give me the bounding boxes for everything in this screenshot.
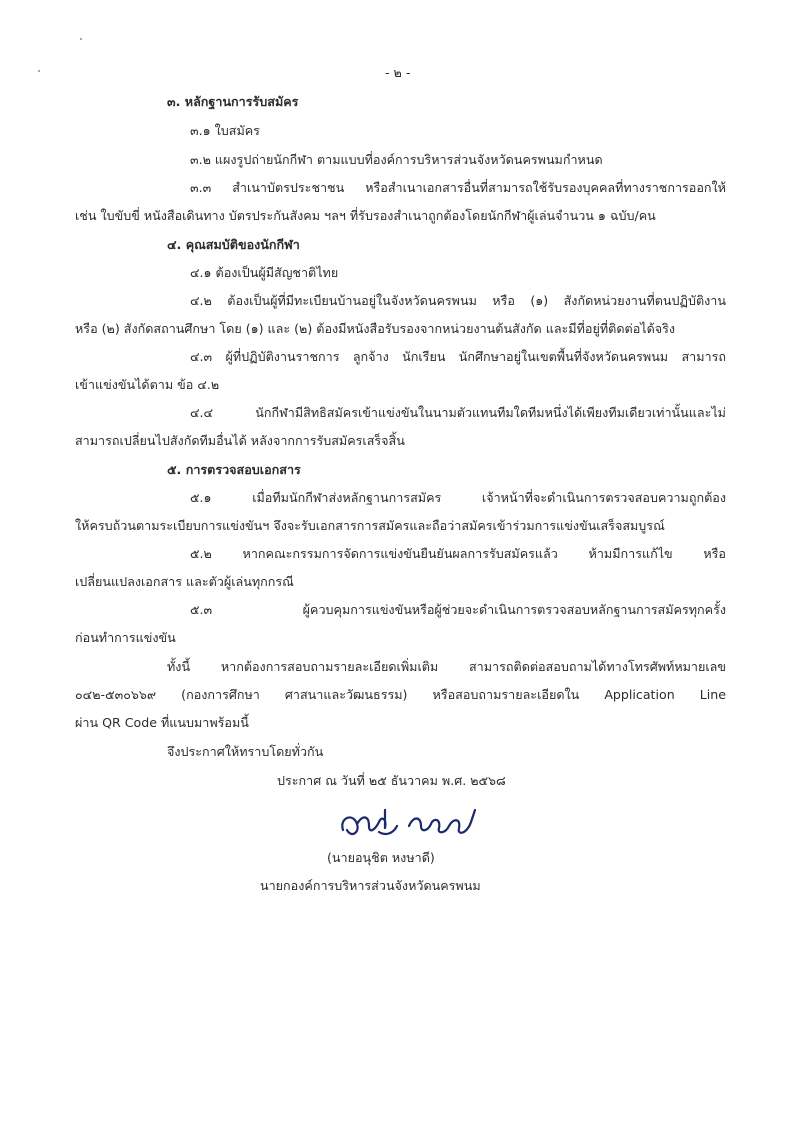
section-5-item-2-line-2: เปลี่ยนแปลงเอกสาร และตัวผู้เล่นทุกกรณี (75, 574, 294, 589)
handwritten-signature (335, 800, 485, 848)
section-5-item-1-line-1: ๕.๑ เมื่อทีมนักกีฬาส่งหลักฐานการสมัคร เจ้าหน้าที่จะดำเนินการตรวจสอบความถูกต้อง (190, 490, 726, 505)
section-4-item-4-line-1: ๔.๔ นักกีฬามีสิทธิสมัครเข้าแข่งขันในนามตัวแทนทีมใดทีมหนึ่งได้เพียงทีมเดียวเท่านั้นและไม่ (190, 405, 726, 420)
signatory-position: นายกองค์การบริหารส่วนจังหวัดนครพนม (260, 878, 481, 893)
scan-speck (38, 70, 40, 72)
section-3-item-3-line-2: เช่น ใบขับขี่ หนังสือเดินทาง บัตรประกันสังคม ฯลฯ ที่รับรองสำเนาถูกต้องโดยนักกีฬาผู้เล่นจำนวน ๑ ฉบับ/คน (75, 208, 656, 223)
section-4-item-1: ๔.๑ ต้องเป็นผู้มีสัญชาติไทย (190, 265, 339, 280)
section-3-heading: ๓. หลักฐานการรับสมัคร (167, 94, 299, 109)
section-3-item-2: ๓.๒ แผงรูปถ่ายนักกีฬา ตามแบบที่องค์การบริหารส่วนจังหวัดนครพนมกำหนด (190, 152, 603, 167)
section-3-item-1: ๓.๑ ใบสมัคร (190, 123, 260, 138)
contact-line-3: ผ่าน QR Code ที่แนบมาพร้อมนี้ (75, 715, 249, 730)
section-5-item-2-line-1: ๕.๒ หากคณะกรรมการจัดการแข่งขันยืนยันผลการรับสมัครแล้ว ห้ามมีการแก้ไข หรือ (190, 546, 726, 561)
section-4-item-3-line-2: เข้าแข่งขันได้ตาม ข้อ ๔.๒ (75, 377, 220, 392)
contact-line-2: ๐๔๒-๕๓๐๖๖๙ (กองการศึกษา ศาสนาและวัฒนธรรม) หรือสอบถามรายละเอียดใน Application Line (75, 687, 726, 702)
signatory-name: (นายอนุชิต หงษาดี) (327, 850, 435, 865)
section-5-heading: ๕. การตรวจสอบเอกสาร (167, 462, 301, 477)
section-4-item-2-line-2: หรือ (๒) สังกัดสถานศึกษา โดย (๑) และ (๒) ต้องมีหนังสือรับรองจากหน่วยงานต้นสังกัด และมีที่อยู่ที่ติดต่อได้จริง (75, 321, 676, 336)
section-5-item-3-line-2: ก่อนทำการแข่งขัน (75, 630, 176, 645)
section-3-item-3-line-1: ๓.๓ สำเนาบัตรประชาชน หรือสำเนาเอกสารอื่นที่สามารถใช้รับรองบุคคลที่ทางราชการออกให้ (190, 180, 726, 195)
section-4-heading: ๔. คุณสมบัติของนักกีฬา (167, 237, 300, 252)
section-4-item-4-line-2: สามารถเปลี่ยนไปสังกัดทีมอื่นได้ หลังจากการรับสมัครเสร็จสิ้น (75, 433, 405, 448)
contact-line-1: ทั้งนี้ หากต้องการสอบถามรายละเอียดเพิ่มเติม สามารถติดต่อสอบถามได้ทางโทรศัพท์หมายเลข (167, 659, 726, 674)
announcement-date: ประกาศ ณ วันที่ ๒๕ ธันวาคม พ.ศ. ๒๕๖๘ (277, 773, 506, 788)
section-4-item-2-line-1: ๔.๒ ต้องเป็นผู้ที่มีทะเบียนบ้านอยู่ในจังหวัดนครพนม หรือ (๑) สังกัดหน่วยงานที่ตนปฏิบัติงาน (190, 293, 726, 308)
section-5-item-1-line-2: ให้ครบถ้วนตามระเบียบการแข่งขันฯ จึงจะรับเอกสารการสมัครและถือว่าสมัครเข้าร่วมการแข่งขันเสร็จสมบูรณ์ (75, 518, 665, 533)
page-number: - ๒ - (385, 65, 411, 80)
section-4-item-3-line-1: ๔.๓ ผู้ที่ปฏิบัติงานราชการ ลูกจ้าง นักเรียน นักศึกษาอยู่ในเขตพื้นที่จังหวัดนครพนม สามารถ (190, 349, 726, 364)
section-5-item-3-line-1: ๕.๓ ผู้ควบคุมการแข่งขันหรือผู้ช่วยจะดำเนินการตรวจสอบหลักฐานการสมัครทุกครั้ง (190, 602, 726, 617)
announcement-line: จึงประกาศให้ทราบโดยทั่วกัน (167, 744, 324, 759)
scan-speck (80, 38, 82, 40)
